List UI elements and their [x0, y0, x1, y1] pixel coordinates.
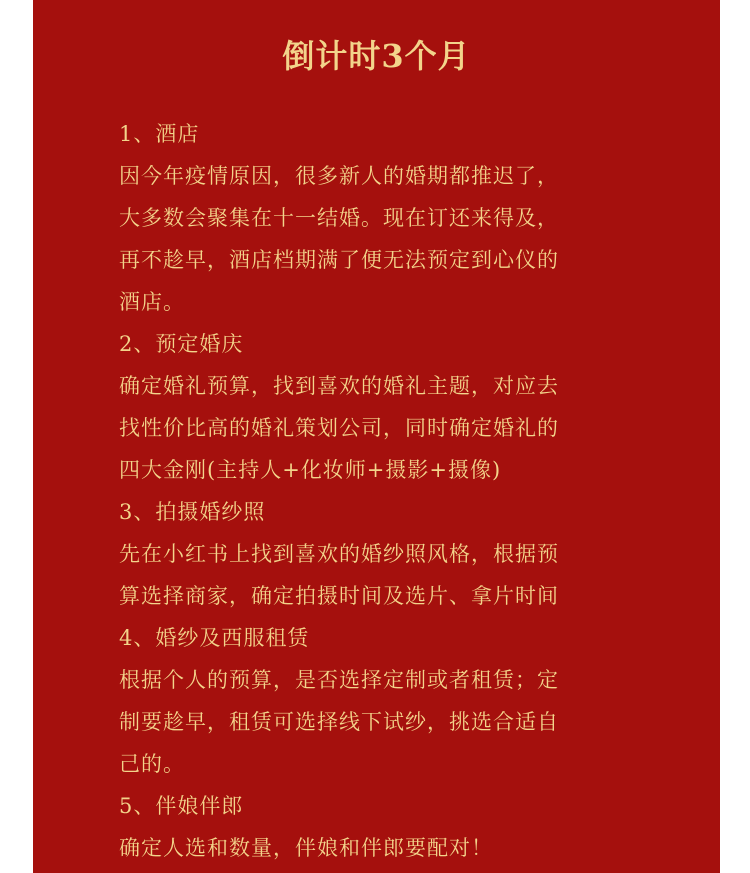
section-heading-wedding-planning: 2、预定婚庆: [119, 332, 244, 356]
paragraph-line: 先在小红书上找到喜欢的婚纱照风格，根据预: [119, 542, 559, 566]
paragraph-line: 制要趁早，租赁可选择线下试纱，挑选合适自: [119, 710, 559, 734]
document-body: [119, 113, 619, 869]
page-title: 倒计时3个月: [282, 37, 471, 75]
paragraph-line: 酒店。: [119, 290, 185, 314]
paragraph-line: 大多数会聚集在十一结婚。现在订还来得及，: [119, 206, 559, 230]
section-heading-dress-rental: 4、婚纱及西服租赁: [119, 626, 310, 650]
paragraph-line: 再不趁早，酒店档期满了便无法预定到心仪的: [119, 248, 559, 272]
paragraph-line: 己的。: [119, 752, 185, 776]
paragraph-line: 根据个人的预算，是否选择定制或者租赁；定: [119, 668, 559, 692]
section-heading-hotel: 1、酒店: [119, 122, 200, 146]
section-heading-bridesmaids-groomsmen: 5、伴娘伴郎: [119, 794, 244, 818]
section-heading-wedding-photos: 3、拍摄婚纱照: [119, 500, 266, 524]
paragraph-line: 四大金刚(主持人+化妆师+摄影+摄像): [119, 458, 502, 482]
paragraph-line: 确定婚礼预算，找到喜欢的婚礼主题，对应去: [119, 374, 559, 398]
document-page: [33, 0, 720, 873]
paragraph-line: 确定人选和数量，伴娘和伴郎要配对！: [119, 836, 493, 860]
paragraph-line: 找性价比高的婚礼策划公司，同时确定婚礼的: [119, 416, 559, 440]
paragraph-line: 因今年疫情原因，很多新人的婚期都推迟了，: [119, 164, 559, 188]
paragraph-line: 算选择商家，确定拍摄时间及选片、拿片时间: [119, 584, 559, 608]
